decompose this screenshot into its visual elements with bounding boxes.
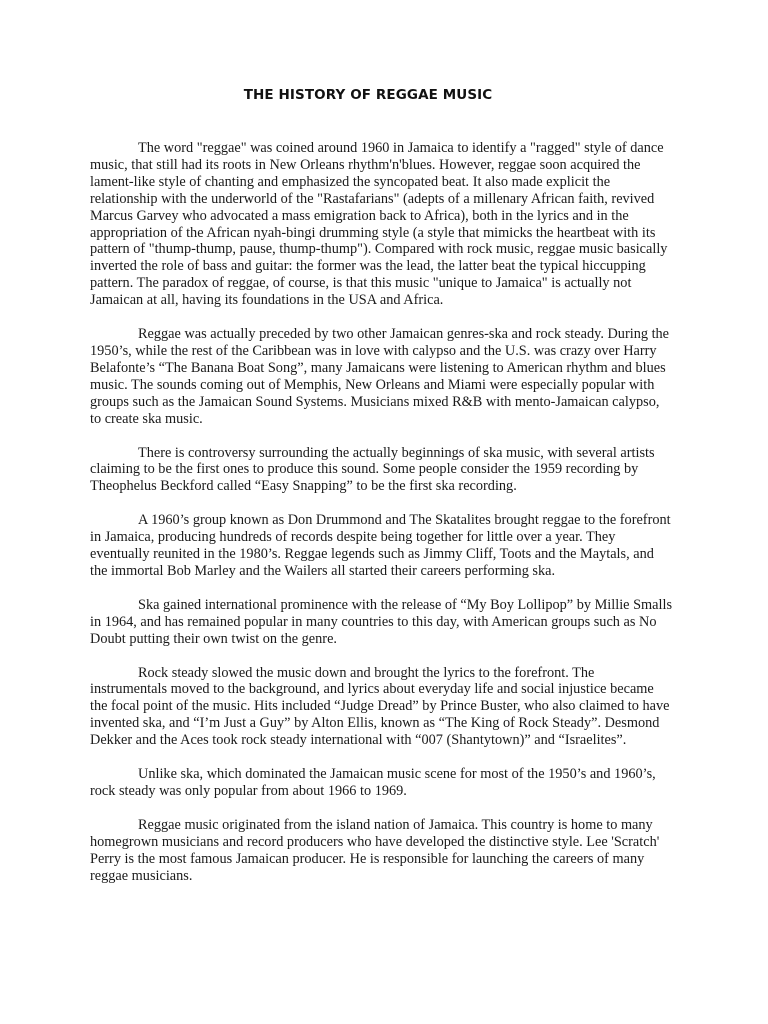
paragraph-origin-of-reggae: The word "reggae" was coined around 1960 in Jamaica to identify a "ragged" style of dance music, that still had its roots in New Orleans rhythm'n'blues. However, reggae soon acquired the lament-like style of chanting and emphasized the syncopated beat. It also made explicit the relationship with the underworld of the "Rastafarians" (adepts of a millenary African faith, revived Marcus Garvey who advocated a mass emigration back to Africa), both in the lyrics and in the appropriation of the African nyah-bingi drumming style (a style that mimicks the heartbeat with its pattern of "thump-thump, pause, thump-thump"). Compared with rock music, reggae music basically inverted the role of bass and guitar: the former was the lead, the latter beat the typical hiccupping pattern. The paradox of reggae, of course, is that this music "unique to Jamaica" is actually not Jamaican at all, having its foundations in the USA and Africa. (90, 140, 668, 309)
document-title: THE HISTORY OF REGGAE MUSIC (243, 87, 493, 103)
paragraph-jamaica-producers: Reggae music originated from the island nation of Jamaica. This country is home to many homegrown musicians and record producers who have developed the distinctive style. Lee 'Scratch' Perry is the most famous Jamaican producer. He is responsible for launching the careers of many reggae musicians. (90, 816, 660, 884)
paragraph-ska-prominence: Ska gained international prominence with the release of “My Boy Lollipop” by Millie Smalls in 1964, and has remained popular in many countries to this day, with American groups such as No Doubt putting their own twist on the genre. (90, 596, 673, 647)
paragraph-ska-controversy: There is controversy surrounding the actually beginnings of ska music, with several artists claiming to be the first ones to produce this sound. Some people consider the 1959 recording by Theophelus Beckford called “Easy Snapping” to be the first ska recording. (90, 444, 655, 495)
document-body (90, 140, 674, 902)
paragraph-rock-steady: Rock steady slowed the music down and brought the lyrics to the forefront. The instrumentals moved to the background, and lyrics about everyday life and social injustice became the focal point of the music. Hits included “Judge Dread” by Prince Buster, who also claimed to have invented ska, and “I’m Just a Guy” by Alton Ellis, known as “The King of Rock Steady”. Desmond Dekker and the Aces took rock steady international with “007 (Shantytown)” and “Israelites”. (90, 664, 670, 749)
paragraph-rock-steady-era: Unlike ska, which dominated the Jamaican music scene for most of the 1950’s and 1960’s, rock steady was only popular from about 1966 to 1969. (90, 766, 656, 799)
paragraph-predecessors: Reggae was actually preceded by two other Jamaican genres-ska and rock steady. During the 1950’s, while the rest of the Caribbean was in love with calypso and the U.S. was crazy over Harry Belafonte’s “The Banana Boat Song”, many Jamaicans were listening to American rhythm and blues music. The sounds coming out of Memphis, New Orleans and Miami were especially popular with groups such as the Jamaican Sound Systems. Musicians mixed R&B with mento-Jamaican calypso, to create ska music. (90, 326, 670, 427)
paragraph-skatalites: A 1960’s group known as Don Drummond and The Skatalites brought reggae to the forefront in Jamaica, producing hundreds of records despite being together for little over a year. They eventually reunited in the 1980’s. Reggae legends such as Jimmy Cliff, Toots and the Maytals, and the immortal Bob Marley and the Wailers all started their careers performing ska. (90, 512, 671, 579)
